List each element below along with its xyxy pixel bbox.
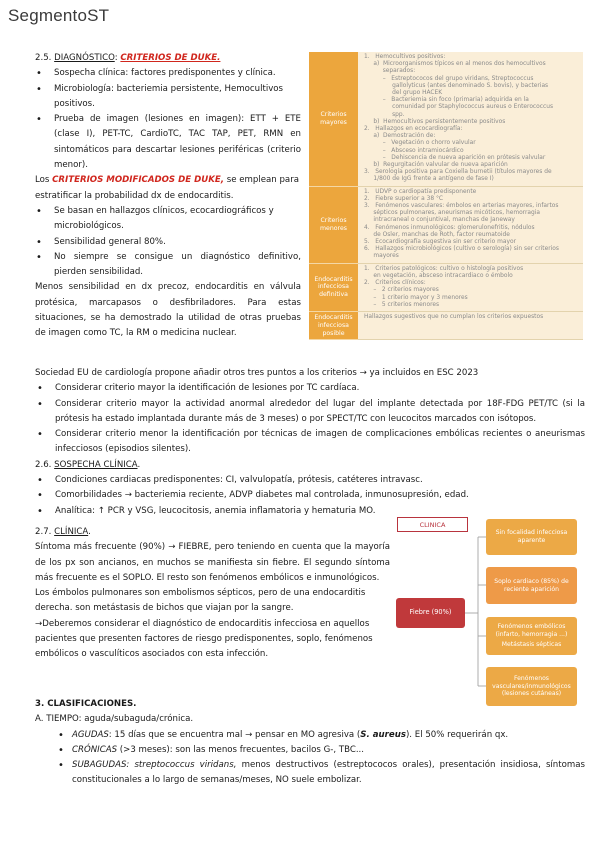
list-item: • No siempre se consigue un diagnóstico definitivo, pierden sensibilidad.	[35, 250, 301, 281]
list-item	[35, 758, 585, 789]
table-line: – Bacteriemia sin foco (primaria) adquirida en la	[364, 97, 529, 104]
table-line: Hallazgos sugestivos que no cumplan los criterios expuestos	[364, 313, 544, 320]
paragraph: Síntoma más frecuente (90%) → FIEBRE, pero teniendo en cuenta que la mayoría de los px son ancianos, en muchos se manifiesta sin fiebre. El segundo síntoma más frecuente es el SOPLO. El resto son fenómenos embólicos e inmunológicos.	[35, 542, 390, 583]
list-item: • Considerar criterio mayor la identificación de lesiones por TC cardíaca.	[35, 381, 585, 396]
diagnostico-heading	[35, 51, 301, 66]
label-subagudas: SUBAGUDAS:	[72, 760, 130, 771]
paragraph: →Deberemos considerar el diagnóstico de endocarditis infecciosa en aquellos pacientes que presenten factores de riesgo predisponentes, soplo, fenómenos embólicos o vasculíticos asociados con esta infección.	[35, 618, 373, 660]
table-line: b) Hemocultivos persistentemente positivos	[364, 118, 506, 125]
tiempo-line: A. TIEMPO: aguda/subaguda/crónica.	[35, 714, 194, 725]
table-line: – Vegetación o chorro valvular	[364, 140, 476, 147]
duke-highlight: CRITERIOS MODIFICADOS DE DUKE,	[52, 175, 225, 186]
table-line: 6. Hallazgos microbiológicos (cultivo o serología) sin ser criterios	[364, 246, 559, 253]
list-item: • Sospecha clínica: factores predisponentes y clínica.	[35, 66, 301, 81]
row-label: Criterios menores	[309, 186, 358, 263]
list-item: • Condiciones cardiacas predisponentes: CI, valvulopatía, prótesis, catéteres intravasc.	[35, 473, 585, 488]
heading-colon: :	[114, 53, 118, 63]
list-item: • Sensibilidad general 80%.	[35, 235, 301, 250]
diagnostico-section	[35, 51, 301, 342]
embolicos-text: Fenómenos embólicos (infarto, hemorragia ...)	[495, 623, 568, 638]
heading-dot: .	[88, 527, 91, 537]
heading-text: SOSPECHA CLÍNICA	[54, 459, 138, 470]
table-line: 4. Fenómenos inmunológicos: glomerulonefritis, nódulos	[364, 224, 535, 231]
diagram-title: CLINICA	[397, 517, 468, 532]
heading-number: 2.5.	[35, 53, 52, 63]
clinica-heading	[35, 525, 390, 540]
heading-text: DIAGNÓSTICO	[54, 53, 115, 63]
table-line: a) Demostración de:	[364, 133, 436, 140]
esc-criteria-section	[35, 366, 585, 519]
table-line: – Absceso intramiocárdico	[364, 147, 464, 154]
table-line: b) Regurgitación valvular de nueva aparición	[364, 162, 508, 169]
list-item: • Comorbilidades → bacteriemia reciente, ADVP diabetes mal controlada, inmunosupresión, edad.	[35, 488, 585, 503]
clinica-section	[35, 525, 390, 663]
list-item: • Prueba de imagen (lesiones en imagen): ETT + ETE (clase I), PET-TC, CardioTC, TAC TAP, PET, RMN en sintomáticos para descartar lesiones periféricas (criterio menor).	[35, 112, 301, 173]
brand-logo: SegmentoST	[8, 6, 110, 25]
embolicos-box	[486, 617, 577, 655]
heading-text: CLÍNICA	[54, 527, 89, 537]
row-label: Endocarditis infecciosa posible	[309, 311, 358, 339]
table-row	[309, 263, 583, 311]
fiebre-box: Fiebre (90%)	[396, 598, 465, 628]
list-item: • Considerar criterio mayor la actividad anormal alrededor del lugar del implante detectada por 18F-FDG PET/TC (si la prótesis ha estado implantada durante más de 3 meses) o por SPECT/TC con leucocitos marcados con isótopos.	[35, 397, 585, 428]
table-line: – 5 criterios menores	[364, 301, 440, 308]
table-row	[309, 52, 583, 186]
text-span: Los	[35, 175, 50, 186]
clasificaciones-heading: 3. CLASIFICACIONES.	[35, 699, 137, 709]
table-line: – 2 criterios mayores	[364, 287, 439, 294]
table-line: – Estreptococos del grupo viridans, Streptococcus	[364, 75, 534, 82]
clasificaciones-section	[35, 697, 585, 789]
table-line: intracraneal o conjuntival, manchas de Janeway	[364, 217, 515, 224]
table-line: – 1 criterio mayor y 3 menores	[364, 294, 468, 301]
row-label: Criterios mayores	[309, 52, 358, 186]
heading-highlight: CRITERIOS DE DUKE.	[120, 53, 221, 63]
text-span: : 15 días que se encuentra mal → pensar en MO agresiva (	[108, 729, 361, 740]
text-span: ). El 50% requerirán qx.	[405, 729, 509, 740]
row-content	[358, 311, 583, 339]
table-line: 3. Serología positiva para Coxiella burnetii (títulos mayores de	[364, 169, 552, 176]
label-agudas: AGUDAS	[72, 729, 109, 740]
table-line: 3. Fenómenos vasculares: émbolos en arterias mayores, infartos	[364, 203, 559, 210]
text-span: se emplean para estratificar la probabilidad dx de endocarditis.	[35, 175, 299, 201]
duke-modified-paragraph	[35, 173, 301, 204]
row-content	[358, 52, 583, 186]
sospecha-heading	[35, 458, 585, 473]
text-span: menos destructivos (estreptococos orales), presentación insidiosa, síntomas constitucionales a lo largo de semanas/meses, NO suele embolizar.	[72, 760, 586, 786]
row-content	[358, 186, 583, 263]
table-line: 5. Ecocardiografía sugestiva sin ser criterio mayor	[364, 239, 516, 246]
organism-name: streptococcus viridans,	[129, 760, 237, 771]
organism-name: S. aureus	[360, 729, 406, 740]
vasculares-box: Fenómenos vasculares/inmunológicos (lesiones cutáneas)	[486, 667, 577, 706]
table-line: spp.	[364, 111, 405, 118]
table-line: 1/800 de IgG frente a antígeno de fase I)	[364, 176, 494, 183]
table-line: sépticos pulmonares, aneurismas micóticos, hemorragia	[364, 210, 541, 217]
metastasis-text: Metástasis sépticas	[501, 641, 562, 649]
table-line: 1. Criterios patológicos: cultivo o histología positivos	[364, 265, 524, 272]
list-item: • Considerar criterio menor la identificación por técnicas de imagen de complicaciones embólicas recientes o aneurismas infecciosos (episodios silentes).	[35, 427, 585, 458]
table-line: 1. UDVP o cardiopatía predisponente	[364, 188, 477, 195]
duke-criteria-table	[309, 52, 583, 340]
table-row	[309, 311, 583, 339]
table-line: mayores	[364, 253, 399, 260]
table-line: comunidad por Staphylococcus aureus o Enterococcus	[364, 104, 554, 111]
list-item: • Microbiología: bacteriemia persistente, Hemocultivos positivos.	[35, 82, 301, 113]
paragraph: Los émbolos pulmonares son embolismos sépticos, pero de una endocarditis derecha. son metástasis de bichos que viajan por la sangre.	[35, 588, 366, 614]
text-span: (>3 meses): son las menos frecuentes, bacilos G-, TBC...	[117, 744, 365, 755]
label-cronicas: CRÓNICAS	[72, 744, 118, 755]
table-line: del grupo HACEK	[364, 90, 443, 97]
paragraph: Menos sensibilidad en dx precoz, endocarditis en válvula protésica, marcapasos o desfibriladores. Para estas situaciones, se ha demostrado la utilidad de otras pruebas de imagen como TC, la RM o medicina nuclear.	[35, 282, 301, 339]
heading-dot: .	[137, 459, 141, 470]
heading-number: 2.6.	[35, 459, 52, 470]
sin-focalidad-box: Sin focalidad infecciosa aparente	[486, 519, 577, 555]
table-line: 1. Hemocultivos positivos:	[364, 54, 446, 60]
table-line: – Dehiscencia de nueva aparición en prótesis valvular	[364, 154, 546, 161]
table-line: gallolyticus (antes denominado S. bovis), y bacterias	[364, 82, 549, 89]
table-line: 2. Criterios clínicos:	[364, 280, 426, 287]
paragraph: Sociedad EU de cardiología propone añadir otros tres puntos a los criterios → ya incluidos en ESC 2023	[35, 368, 479, 378]
list-item	[35, 743, 585, 758]
table-line: 2. Fiebre superior a 38 °C	[364, 195, 444, 202]
table-line: de Osler, manchas de Roth, factor reumatoide	[364, 231, 510, 238]
list-item	[35, 728, 585, 743]
table-row	[309, 186, 583, 263]
row-label: Endocarditis infecciosa definitiva	[309, 263, 358, 311]
soplo-box: Soplo cardiaco (85%) de reciente aparición	[486, 567, 577, 604]
table-line: 2. Hallazgos en ecocardiografía:	[364, 126, 463, 133]
list-item: • Analítica: ↑ PCR y VSG, leucocitosis, anemia inflamatoria y hematuria MO.	[35, 504, 585, 519]
list-item: • Se basan en hallazgos clínicos, ecocardiográficos y microbiológicos.	[35, 204, 301, 235]
table-line: en vegetación, absceso intracardiaco o émbolo	[364, 272, 513, 279]
heading-number: 2.7.	[35, 527, 52, 537]
table-line: a) Microorganismos típicos en al menos dos hemocultivos	[364, 61, 546, 68]
row-content	[358, 263, 583, 311]
table-line: separados:	[364, 68, 416, 75]
